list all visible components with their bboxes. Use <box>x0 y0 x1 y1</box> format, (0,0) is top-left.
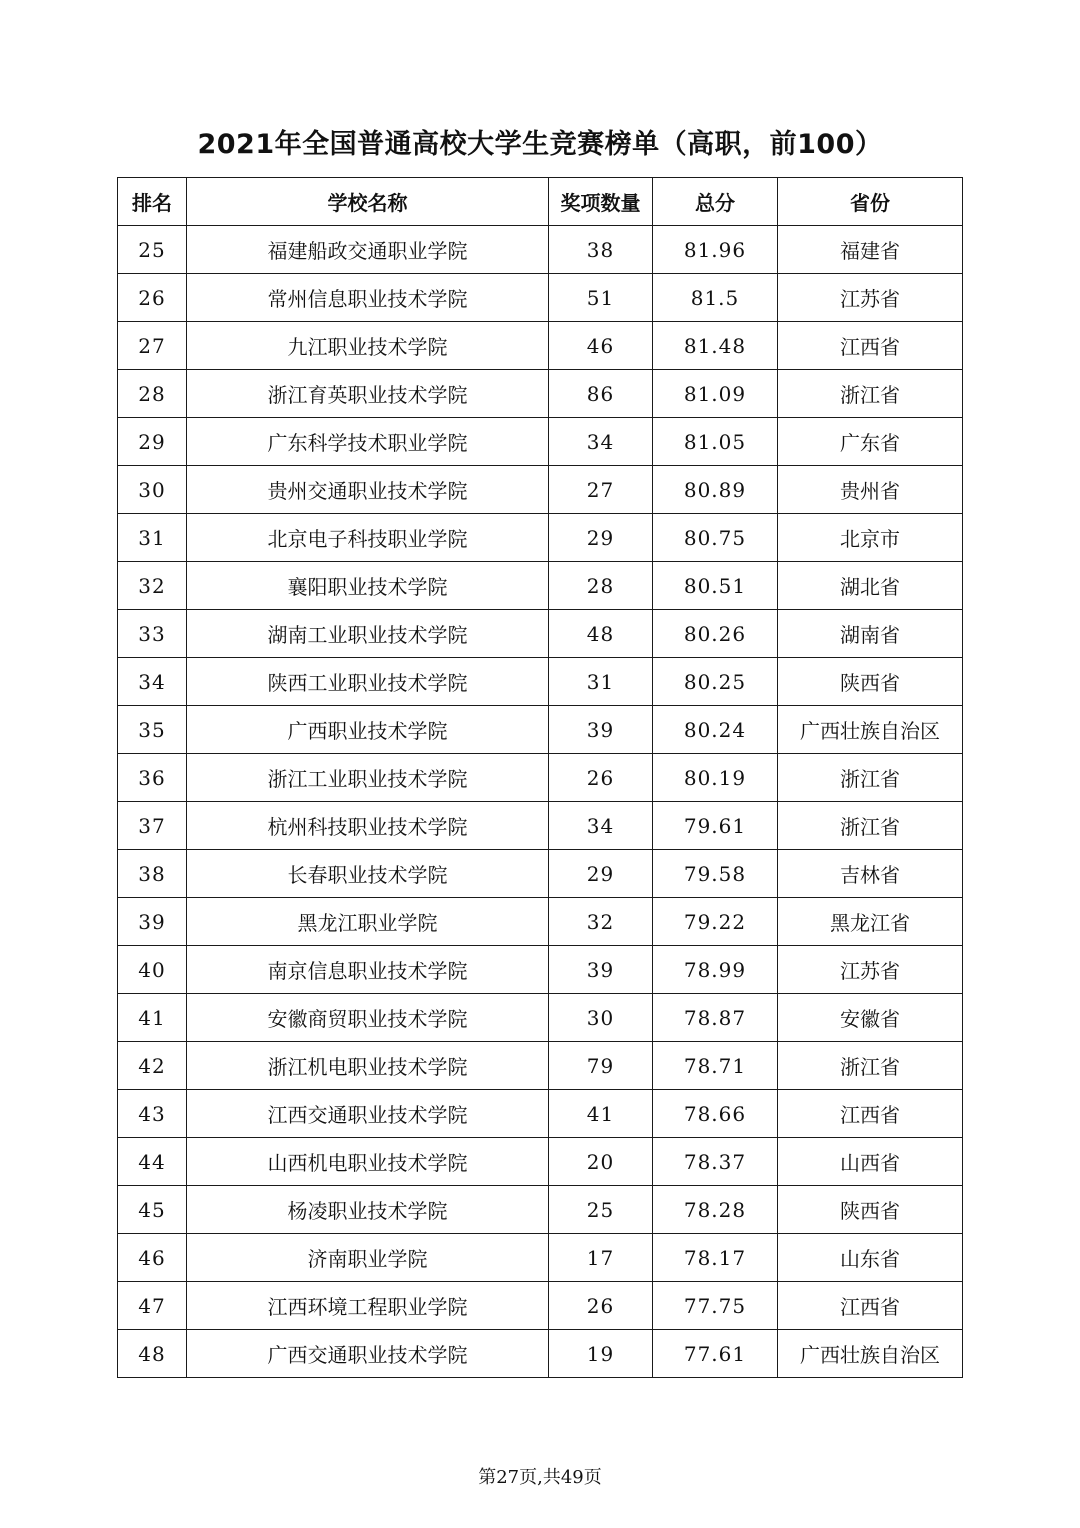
cell-province: 贵州省 <box>778 466 963 514</box>
cell-school: 福建船政交通职业学院 <box>187 226 549 274</box>
cell-province: 吉林省 <box>778 850 963 898</box>
cell-awards: 34 <box>549 418 653 466</box>
cell-score: 81.96 <box>653 226 778 274</box>
cell-awards: 34 <box>549 802 653 850</box>
cell-rank: 32 <box>118 562 187 610</box>
header-awards: 奖项数量 <box>549 178 653 226</box>
cell-awards: 46 <box>549 322 653 370</box>
table-row <box>118 514 963 562</box>
cell-rank: 38 <box>118 850 187 898</box>
cell-province: 江西省 <box>778 322 963 370</box>
cell-awards: 86 <box>549 370 653 418</box>
header-rank: 排名 <box>118 178 187 226</box>
cell-rank: 47 <box>118 1282 187 1330</box>
cell-score: 79.58 <box>653 850 778 898</box>
cell-school: 陕西工业职业技术学院 <box>187 658 549 706</box>
table-row <box>118 1234 963 1282</box>
cell-school: 广东科学技术职业学院 <box>187 418 549 466</box>
cell-school: 杭州科技职业技术学院 <box>187 802 549 850</box>
cell-rank: 40 <box>118 946 187 994</box>
cell-awards: 32 <box>549 898 653 946</box>
table-row <box>118 370 963 418</box>
cell-school: 九江职业技术学院 <box>187 322 549 370</box>
cell-province: 浙江省 <box>778 754 963 802</box>
table-row <box>118 754 963 802</box>
cell-awards: 31 <box>549 658 653 706</box>
cell-awards: 26 <box>549 1282 653 1330</box>
page-footer: 第27页,共49页 <box>478 1467 602 1488</box>
cell-awards: 25 <box>549 1186 653 1234</box>
cell-rank: 41 <box>118 994 187 1042</box>
cell-rank: 37 <box>118 802 187 850</box>
page-title: 2021年全国普通高校大学生竞赛榜单（高职，前100） <box>197 129 883 160</box>
cell-awards: 28 <box>549 562 653 610</box>
table-row <box>118 466 963 514</box>
table-row <box>118 658 963 706</box>
cell-score: 78.87 <box>653 994 778 1042</box>
cell-score: 78.99 <box>653 946 778 994</box>
cell-score: 78.28 <box>653 1186 778 1234</box>
cell-rank: 39 <box>118 898 187 946</box>
cell-score: 81.05 <box>653 418 778 466</box>
cell-school: 浙江育英职业技术学院 <box>187 370 549 418</box>
cell-rank: 45 <box>118 1186 187 1234</box>
cell-province: 陕西省 <box>778 1186 963 1234</box>
table-row <box>118 1282 963 1330</box>
ranking-table <box>117 177 963 1378</box>
cell-rank: 26 <box>118 274 187 322</box>
cell-rank: 31 <box>118 514 187 562</box>
table-row <box>118 1186 963 1234</box>
cell-province: 陕西省 <box>778 658 963 706</box>
cell-school: 广西职业技术学院 <box>187 706 549 754</box>
cell-awards: 39 <box>549 706 653 754</box>
table-row <box>118 898 963 946</box>
cell-rank: 27 <box>118 322 187 370</box>
table-row <box>118 946 963 994</box>
cell-school: 贵州交通职业技术学院 <box>187 466 549 514</box>
cell-school: 北京电子科技职业学院 <box>187 514 549 562</box>
table-body <box>118 226 963 1378</box>
table-row <box>118 562 963 610</box>
cell-awards: 30 <box>549 994 653 1042</box>
cell-province: 江苏省 <box>778 946 963 994</box>
cell-score: 80.75 <box>653 514 778 562</box>
header-province: 省份 <box>778 178 963 226</box>
cell-awards: 17 <box>549 1234 653 1282</box>
cell-awards: 51 <box>549 274 653 322</box>
cell-rank: 28 <box>118 370 187 418</box>
cell-score: 80.25 <box>653 658 778 706</box>
cell-score: 81.5 <box>653 274 778 322</box>
table-row <box>118 274 963 322</box>
cell-school: 常州信息职业技术学院 <box>187 274 549 322</box>
cell-rank: 33 <box>118 610 187 658</box>
cell-school: 南京信息职业技术学院 <box>187 946 549 994</box>
cell-province: 湖北省 <box>778 562 963 610</box>
cell-province: 浙江省 <box>778 802 963 850</box>
cell-score: 78.66 <box>653 1090 778 1138</box>
cell-school: 济南职业学院 <box>187 1234 549 1282</box>
table-header-row <box>118 178 963 226</box>
cell-score: 78.71 <box>653 1042 778 1090</box>
cell-province: 江西省 <box>778 1282 963 1330</box>
cell-score: 80.26 <box>653 610 778 658</box>
cell-school: 黑龙江职业学院 <box>187 898 549 946</box>
table-row <box>118 850 963 898</box>
cell-province: 山东省 <box>778 1234 963 1282</box>
cell-score: 80.24 <box>653 706 778 754</box>
cell-rank: 46 <box>118 1234 187 1282</box>
cell-province: 黑龙江省 <box>778 898 963 946</box>
cell-school: 浙江机电职业技术学院 <box>187 1042 549 1090</box>
cell-awards: 27 <box>549 466 653 514</box>
table-row <box>118 418 963 466</box>
cell-rank: 35 <box>118 706 187 754</box>
cell-province: 安徽省 <box>778 994 963 1042</box>
cell-school: 湖南工业职业技术学院 <box>187 610 549 658</box>
cell-score: 78.17 <box>653 1234 778 1282</box>
cell-school: 安徽商贸职业技术学院 <box>187 994 549 1042</box>
cell-awards: 41 <box>549 1090 653 1138</box>
table-row <box>118 802 963 850</box>
cell-province: 广西壮族自治区 <box>778 1330 963 1378</box>
cell-province: 浙江省 <box>778 1042 963 1090</box>
cell-score: 80.19 <box>653 754 778 802</box>
cell-score: 77.61 <box>653 1330 778 1378</box>
cell-school: 杨凌职业技术学院 <box>187 1186 549 1234</box>
cell-awards: 39 <box>549 946 653 994</box>
cell-score: 81.09 <box>653 370 778 418</box>
cell-score: 80.89 <box>653 466 778 514</box>
cell-score: 77.75 <box>653 1282 778 1330</box>
cell-score: 79.22 <box>653 898 778 946</box>
cell-province: 湖南省 <box>778 610 963 658</box>
cell-rank: 30 <box>118 466 187 514</box>
cell-province: 北京市 <box>778 514 963 562</box>
table-row <box>118 610 963 658</box>
cell-school: 江西交通职业技术学院 <box>187 1090 549 1138</box>
cell-province: 广东省 <box>778 418 963 466</box>
cell-rank: 43 <box>118 1090 187 1138</box>
cell-rank: 44 <box>118 1138 187 1186</box>
cell-school: 襄阳职业技术学院 <box>187 562 549 610</box>
cell-school: 江西环境工程职业学院 <box>187 1282 549 1330</box>
cell-school: 浙江工业职业技术学院 <box>187 754 549 802</box>
table-row <box>118 322 963 370</box>
cell-school: 长春职业技术学院 <box>187 850 549 898</box>
table-row <box>118 226 963 274</box>
cell-province: 山西省 <box>778 1138 963 1186</box>
cell-rank: 42 <box>118 1042 187 1090</box>
cell-rank: 36 <box>118 754 187 802</box>
header-school: 学校名称 <box>187 178 549 226</box>
cell-rank: 34 <box>118 658 187 706</box>
cell-awards: 29 <box>549 514 653 562</box>
cell-rank: 29 <box>118 418 187 466</box>
cell-score: 78.37 <box>653 1138 778 1186</box>
table-row <box>118 1090 963 1138</box>
cell-school: 广西交通职业技术学院 <box>187 1330 549 1378</box>
cell-rank: 48 <box>118 1330 187 1378</box>
table-row <box>118 706 963 754</box>
cell-awards: 38 <box>549 226 653 274</box>
cell-awards: 20 <box>549 1138 653 1186</box>
cell-awards: 29 <box>549 850 653 898</box>
cell-awards: 79 <box>549 1042 653 1090</box>
table-row <box>118 1042 963 1090</box>
table-row <box>118 1330 963 1378</box>
cell-province: 福建省 <box>778 226 963 274</box>
table-row <box>118 994 963 1042</box>
cell-score: 79.61 <box>653 802 778 850</box>
cell-rank: 25 <box>118 226 187 274</box>
cell-province: 浙江省 <box>778 370 963 418</box>
cell-province: 江西省 <box>778 1090 963 1138</box>
cell-awards: 19 <box>549 1330 653 1378</box>
cell-school: 山西机电职业技术学院 <box>187 1138 549 1186</box>
table-row <box>118 1138 963 1186</box>
cell-province: 江苏省 <box>778 274 963 322</box>
header-score: 总分 <box>653 178 778 226</box>
cell-score: 80.51 <box>653 562 778 610</box>
cell-province: 广西壮族自治区 <box>778 706 963 754</box>
cell-awards: 26 <box>549 754 653 802</box>
cell-awards: 48 <box>549 610 653 658</box>
cell-score: 81.48 <box>653 322 778 370</box>
